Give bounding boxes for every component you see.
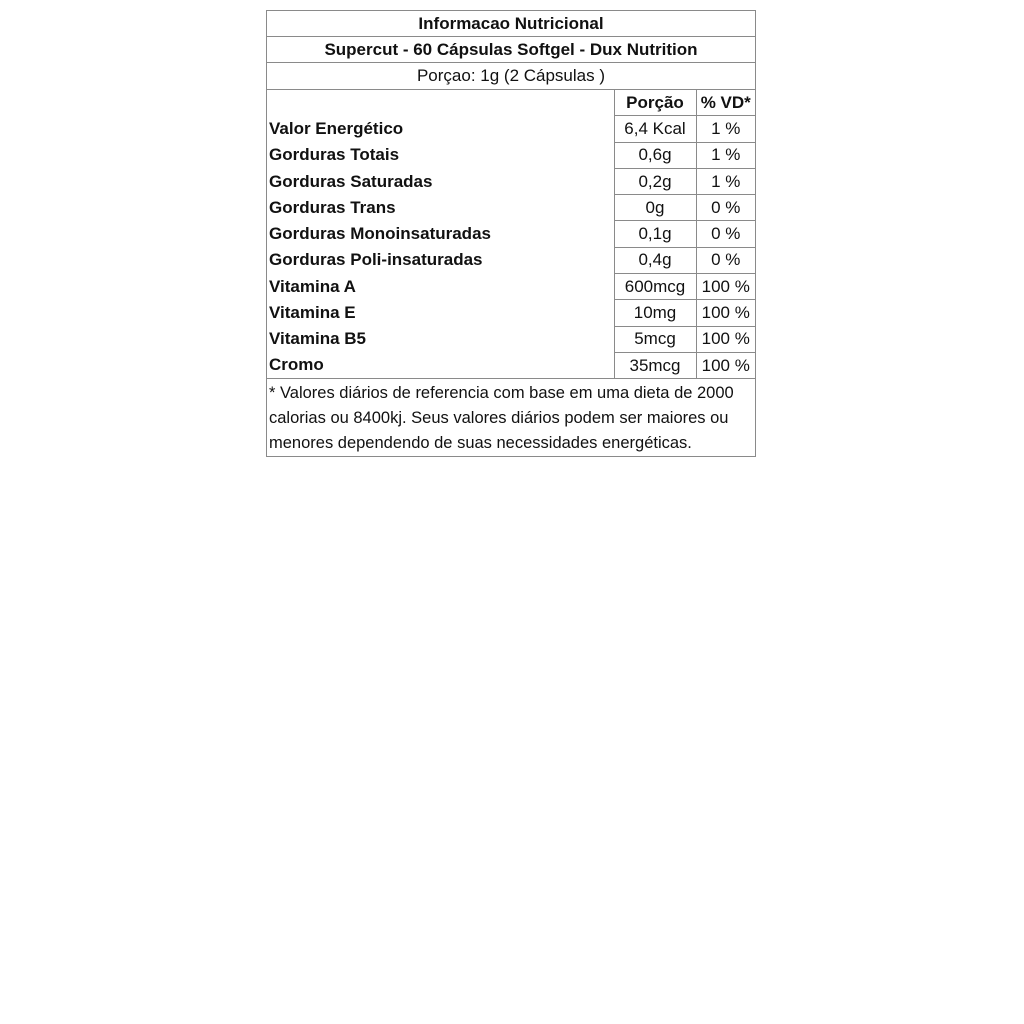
table-row <box>267 116 755 142</box>
product-name: Supercut - 60 Cápsulas Softgel - Dux Nutrition <box>267 37 755 63</box>
table-row <box>267 168 755 194</box>
nutrient-portion: 10mg <box>614 300 696 326</box>
nutrient-daily-value: 1 % <box>696 142 755 168</box>
nutrient-name: Vitamina E <box>269 303 356 323</box>
nutrient-daily-value: 100 % <box>696 274 755 300</box>
header-nutrient-blank <box>267 90 614 116</box>
nutrient-name: Gorduras Poli-insaturadas <box>269 250 483 270</box>
nutrient-daily-value: 0 % <box>696 195 755 221</box>
table-row <box>267 195 755 221</box>
nutrient-daily-value: 0 % <box>696 221 755 247</box>
nutrient-daily-value: 100 % <box>696 326 755 352</box>
nutrient-portion: 0,6g <box>614 142 696 168</box>
nutrient-name: Cromo <box>269 355 324 375</box>
table-row <box>267 221 755 247</box>
nutrient-daily-value: 100 % <box>696 352 755 378</box>
nutrient-daily-value: 0 % <box>696 247 755 273</box>
serving-size: Porçao: 1g (2 Cápsulas ) <box>267 63 755 90</box>
nutrient-portion: 0g <box>614 195 696 221</box>
nutrient-name: Vitamina A <box>269 276 356 296</box>
daily-value-footnote: * Valores diários de referencia com base em uma dieta de 2000 calorias ou 8400kj. Seus valores diários podem ser maiores ou menores dependendo de suas necessidades energéticas. <box>267 378 755 456</box>
nutrition-facts-label <box>266 10 756 457</box>
nutrient-portion: 0,4g <box>614 247 696 273</box>
nutrient-portion: 0,2g <box>614 168 696 194</box>
table-row <box>267 300 755 326</box>
table-row <box>267 247 755 273</box>
header-daily-value: % VD* <box>696 90 755 116</box>
nutrient-name: Gorduras Monoinsaturadas <box>269 224 491 244</box>
nutrient-daily-value: 1 % <box>696 116 755 142</box>
nutrient-name: Gorduras Saturadas <box>269 171 433 191</box>
table-row <box>267 326 755 352</box>
header-portion: Porção <box>614 90 696 116</box>
nutrient-name: Valor Energético <box>269 118 404 138</box>
nutrient-name: Vitamina B5 <box>269 329 367 349</box>
nutrient-portion: 600mcg <box>614 274 696 300</box>
nutrient-name: Gorduras Totais <box>269 145 400 165</box>
nutrient-portion: 6,4 Kcal <box>614 116 696 142</box>
nutrient-daily-value: 1 % <box>696 168 755 194</box>
table-row <box>267 352 755 378</box>
table-row <box>267 142 755 168</box>
table-row <box>267 274 755 300</box>
nutrient-name: Gorduras Trans <box>269 197 396 217</box>
nutrition-table <box>267 90 755 378</box>
nutrient-portion: 0,1g <box>614 221 696 247</box>
label-title: Informacao Nutricional <box>267 11 755 37</box>
nutrient-portion: 35mcg <box>614 352 696 378</box>
nutrient-daily-value: 100 % <box>696 300 755 326</box>
table-header-row <box>267 90 755 116</box>
nutrient-portion: 5mcg <box>614 326 696 352</box>
